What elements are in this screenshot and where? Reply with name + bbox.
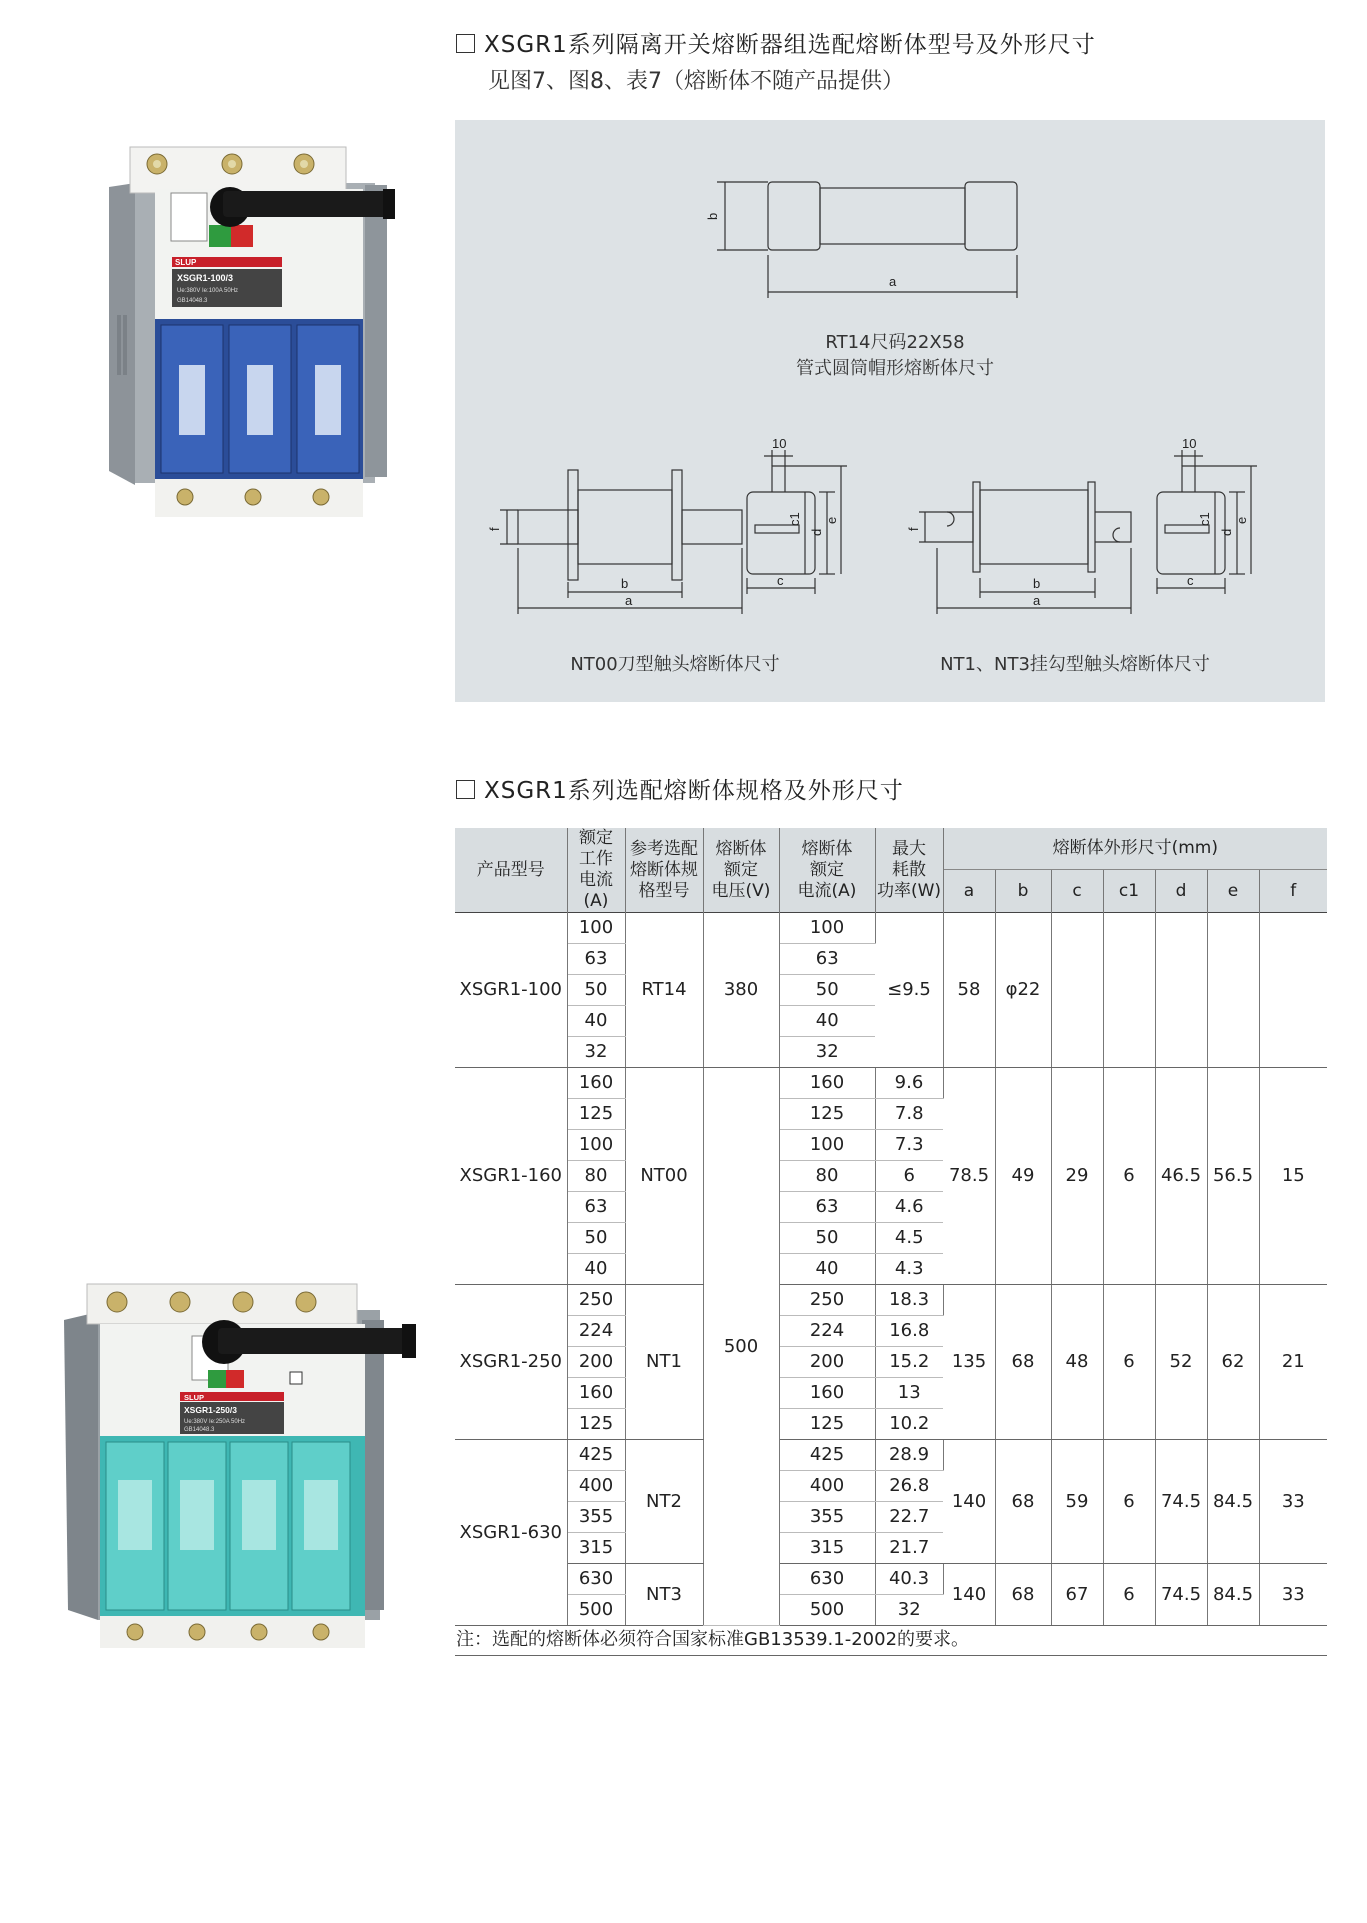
header-dim-a: a bbox=[943, 870, 995, 913]
current-cell: 63 bbox=[567, 1192, 625, 1223]
fuse-current-cell: 40 bbox=[779, 1006, 875, 1037]
fuse-current-cell: 400 bbox=[779, 1471, 875, 1502]
fuse-type-cell: NT1 bbox=[625, 1285, 703, 1440]
current-cell: 125 bbox=[567, 1409, 625, 1440]
header-dims-group: 熔断体外形尺寸(mm) bbox=[943, 828, 1327, 870]
svg-text:SLUP: SLUP bbox=[184, 1393, 205, 1402]
power-cell: 7.3 bbox=[875, 1130, 943, 1161]
power-cell: 22.7 bbox=[875, 1502, 943, 1533]
svg-text:a: a bbox=[889, 274, 897, 289]
fuse-current-cell: 160 bbox=[779, 1068, 875, 1099]
fuse-current-cell: 500 bbox=[779, 1595, 875, 1626]
table-row bbox=[455, 1440, 1327, 1471]
table-note: 注：选配的熔断体必须符合国家标准GB13539.1-2002的要求。 bbox=[456, 1629, 970, 1650]
header-dim-c: c bbox=[1051, 870, 1103, 913]
dim-b-cell: 68 bbox=[995, 1564, 1051, 1626]
model-cell: XSGR1-250 bbox=[455, 1285, 567, 1440]
header-rated-current: 额定 工作 电流(A) bbox=[567, 828, 625, 913]
power-cell: 13 bbox=[875, 1378, 943, 1409]
svg-text:c: c bbox=[1187, 573, 1194, 588]
fuse-current-cell: 40 bbox=[779, 1254, 875, 1285]
dim-c1-cell: 6 bbox=[1103, 1564, 1155, 1626]
dim-b-cell: φ22 bbox=[995, 913, 1051, 1068]
svg-text:e: e bbox=[1234, 516, 1249, 524]
dim-a-cell: 140 bbox=[943, 1564, 995, 1626]
svg-text:b: b bbox=[705, 212, 720, 220]
power-cell: 32 bbox=[875, 1595, 943, 1626]
fuse-current-cell: 250 bbox=[779, 1285, 875, 1316]
power-cell: 4.3 bbox=[875, 1254, 943, 1285]
section1-subtitle: 见图7、图8、表7（熔断体不随产品提供） bbox=[488, 69, 904, 94]
header-fuse-current: 熔断体 额定 电流(A) bbox=[779, 828, 875, 913]
svg-text:GB14048.3: GB14048.3 bbox=[184, 1427, 215, 1433]
power-cell: 18.3 bbox=[875, 1285, 943, 1316]
dim-d-cell bbox=[1155, 913, 1207, 1068]
fuse-current-cell: 630 bbox=[779, 1564, 875, 1595]
power-cell: 10.2 bbox=[875, 1409, 943, 1440]
svg-text:a: a bbox=[625, 593, 633, 608]
svg-text:Ue:380V Ie:100A 50Hz: Ue:380V Ie:100A 50Hz bbox=[177, 288, 239, 294]
power-cell: 28.9 bbox=[875, 1440, 943, 1471]
rt14-caption bbox=[705, 330, 1085, 382]
current-cell: 250 bbox=[567, 1285, 625, 1316]
svg-text:c: c bbox=[777, 573, 784, 588]
header-max-loss: 最大 耗散 功率(W) bbox=[875, 828, 943, 913]
current-cell: 315 bbox=[567, 1533, 625, 1564]
header-dim-b: b bbox=[995, 870, 1051, 913]
model-cell: XSGR1-160 bbox=[455, 1068, 567, 1285]
dim-a-cell: 58 bbox=[943, 913, 995, 1068]
fuse-current-cell: 315 bbox=[779, 1533, 875, 1564]
power-cell: 4.5 bbox=[875, 1223, 943, 1254]
dim-d-cell: 46.5 bbox=[1155, 1068, 1207, 1285]
power-cell: 26.8 bbox=[875, 1471, 943, 1502]
svg-text:SLUP: SLUP bbox=[175, 258, 197, 267]
header-fuse-voltage: 熔断体 额定 电压(V) bbox=[703, 828, 779, 913]
header-dim-f: f bbox=[1259, 870, 1327, 913]
dim-c-cell: 29 bbox=[1051, 1068, 1103, 1285]
section1-title-text: XSGR1系列隔离开关熔断器组选配熔断体型号及外形尺寸 bbox=[484, 32, 1096, 58]
power-cell: 40.3 bbox=[875, 1564, 943, 1595]
header-model: 产品型号 bbox=[455, 828, 567, 913]
fuse-current-cell: 50 bbox=[779, 975, 875, 1006]
svg-text:GB14048.3: GB14048.3 bbox=[177, 298, 208, 304]
header-ref-fuse: 参考选配 熔断体规 格型号 bbox=[625, 828, 703, 913]
current-cell: 160 bbox=[567, 1068, 625, 1099]
dim-f-cell: 15 bbox=[1259, 1068, 1327, 1285]
power-cell: 15.2 bbox=[875, 1347, 943, 1378]
svg-text:c1: c1 bbox=[1197, 512, 1212, 526]
current-cell: 32 bbox=[567, 1037, 625, 1068]
dim-a-cell: 78.5 bbox=[943, 1068, 995, 1285]
current-cell: 125 bbox=[567, 1099, 625, 1130]
power-cell: 9.6 bbox=[875, 1068, 943, 1099]
fuse-type-cell: RT14 bbox=[625, 913, 703, 1068]
fuse-current-cell: 425 bbox=[779, 1440, 875, 1471]
dim-b-cell: 68 bbox=[995, 1285, 1051, 1440]
svg-text:d: d bbox=[809, 528, 824, 536]
power-cell: 4.6 bbox=[875, 1192, 943, 1223]
fuse-type-cell: NT2 bbox=[625, 1440, 703, 1564]
fuse-current-cell: 355 bbox=[779, 1502, 875, 1533]
fuse-spec-table bbox=[455, 828, 1327, 1626]
checkbox-square-icon bbox=[456, 34, 475, 53]
current-cell: 40 bbox=[567, 1006, 625, 1037]
current-cell: 630 bbox=[567, 1564, 625, 1595]
dim-a-cell: 140 bbox=[943, 1440, 995, 1564]
dimension-drawings bbox=[455, 120, 1325, 702]
dim-a-cell: 135 bbox=[943, 1285, 995, 1440]
svg-text:f: f bbox=[487, 527, 502, 531]
svg-text:e: e bbox=[824, 516, 839, 524]
dim-d-cell: 74.5 bbox=[1155, 1564, 1207, 1626]
rt14-caption-line1: RT14尺码22X58 bbox=[825, 332, 965, 353]
current-cell: 500 bbox=[567, 1595, 625, 1626]
dim-f-cell bbox=[1259, 913, 1327, 1068]
fuse-current-cell: 224 bbox=[779, 1316, 875, 1347]
rt14-caption-line2: 管式圆筒帽形熔断体尺寸 bbox=[796, 358, 994, 379]
model-cell: XSGR1-100 bbox=[455, 913, 567, 1068]
table-row bbox=[455, 1068, 1327, 1099]
fuse-current-cell: 125 bbox=[779, 1099, 875, 1130]
fuse-current-cell: 50 bbox=[779, 1223, 875, 1254]
fuse-current-cell: 63 bbox=[779, 944, 875, 975]
svg-text:c1: c1 bbox=[787, 512, 802, 526]
fuse-current-cell: 80 bbox=[779, 1161, 875, 1192]
dim-e-cell: 56.5 bbox=[1207, 1068, 1259, 1285]
dim-f-cell: 33 bbox=[1259, 1440, 1327, 1564]
current-cell: 425 bbox=[567, 1440, 625, 1471]
section2-title-text: XSGR1系列选配熔断体规格及外形尺寸 bbox=[484, 778, 904, 804]
dim-d-cell: 74.5 bbox=[1155, 1440, 1207, 1564]
current-cell: 100 bbox=[567, 1130, 625, 1161]
dim-e-cell: 84.5 bbox=[1207, 1440, 1259, 1564]
current-cell: 40 bbox=[567, 1254, 625, 1285]
svg-text:d: d bbox=[1219, 528, 1234, 536]
power-cell: 16.8 bbox=[875, 1316, 943, 1347]
dim-b-cell: 49 bbox=[995, 1068, 1051, 1285]
svg-text:f: f bbox=[906, 527, 921, 531]
header-dim-d: d bbox=[1155, 870, 1207, 913]
dim-c1-cell: 6 bbox=[1103, 1440, 1155, 1564]
current-cell: 400 bbox=[567, 1471, 625, 1502]
current-cell: 200 bbox=[567, 1347, 625, 1378]
section1-title bbox=[456, 26, 1096, 59]
nt00-caption: NT00刀型触头熔断体尺寸 bbox=[570, 654, 780, 675]
svg-text:10: 10 bbox=[1182, 436, 1197, 451]
dim-c-cell: 48 bbox=[1051, 1285, 1103, 1440]
current-cell: 50 bbox=[567, 1223, 625, 1254]
section2-title bbox=[456, 772, 904, 805]
product-photo-xsgr1-100 bbox=[105, 145, 395, 525]
dim-c-cell: 67 bbox=[1051, 1564, 1103, 1626]
nt13-caption: NT1、NT3挂勾型触头熔断体尺寸 bbox=[940, 654, 1210, 675]
fuse-current-cell: 160 bbox=[779, 1378, 875, 1409]
power-cell: 21.7 bbox=[875, 1533, 943, 1564]
fuse-type-cell: NT3 bbox=[625, 1564, 703, 1626]
current-cell: 80 bbox=[567, 1161, 625, 1192]
fuse-type-cell: NT00 bbox=[625, 1068, 703, 1285]
model-cell: XSGR1-630 bbox=[455, 1440, 567, 1626]
svg-text:Ue:380V Ie:250A 50Hz: Ue:380V Ie:250A 50Hz bbox=[184, 1419, 246, 1425]
power-cell: ≤9.5 bbox=[875, 913, 943, 1068]
header-dim-c1: c1 bbox=[1103, 870, 1155, 913]
dim-c1-cell: 6 bbox=[1103, 1285, 1155, 1440]
fuse-current-cell: 100 bbox=[779, 1130, 875, 1161]
header-dim-e: e bbox=[1207, 870, 1259, 913]
power-cell: 7.8 bbox=[875, 1099, 943, 1130]
product-photo-xsgr1-250 bbox=[62, 1280, 417, 1655]
table-row bbox=[455, 1285, 1327, 1316]
fuse-current-cell: 63 bbox=[779, 1192, 875, 1223]
svg-text:a: a bbox=[1033, 593, 1041, 608]
voltage-cell: 380 bbox=[703, 913, 779, 1068]
fuse-current-cell: 32 bbox=[779, 1037, 875, 1068]
power-cell: 6 bbox=[875, 1161, 943, 1192]
dim-e-cell: 84.5 bbox=[1207, 1564, 1259, 1626]
fuse-current-cell: 200 bbox=[779, 1347, 875, 1378]
dim-f-cell: 33 bbox=[1259, 1564, 1327, 1626]
current-cell: 50 bbox=[567, 975, 625, 1006]
dim-c1-cell: 6 bbox=[1103, 1068, 1155, 1285]
fuse-current-cell: 125 bbox=[779, 1409, 875, 1440]
voltage-cell: 500 bbox=[703, 1068, 779, 1626]
fuse-current-cell: 100 bbox=[779, 913, 875, 944]
current-cell: 224 bbox=[567, 1316, 625, 1347]
dim-c1-cell bbox=[1103, 913, 1155, 1068]
dim-b-cell: 68 bbox=[995, 1440, 1051, 1564]
dim-e-cell: 62 bbox=[1207, 1285, 1259, 1440]
dim-e-cell bbox=[1207, 913, 1259, 1068]
svg-text:XSGR1-250/3: XSGR1-250/3 bbox=[184, 1405, 237, 1415]
current-cell: 160 bbox=[567, 1378, 625, 1409]
svg-text:b: b bbox=[1033, 576, 1041, 591]
svg-text:10: 10 bbox=[772, 436, 787, 451]
dim-f-cell: 21 bbox=[1259, 1285, 1327, 1440]
current-cell: 100 bbox=[567, 913, 625, 944]
svg-text:b: b bbox=[621, 576, 629, 591]
fuse-dimension-diagrams bbox=[455, 120, 1325, 702]
dim-d-cell: 52 bbox=[1155, 1285, 1207, 1440]
svg-text:XSGR1-100/3: XSGR1-100/3 bbox=[177, 273, 234, 283]
current-cell: 355 bbox=[567, 1502, 625, 1533]
checkbox-square-icon bbox=[456, 780, 475, 799]
dim-c-cell: 59 bbox=[1051, 1440, 1103, 1564]
table-row bbox=[455, 1564, 1327, 1595]
table-row bbox=[455, 913, 1327, 944]
current-cell: 63 bbox=[567, 944, 625, 975]
dim-c-cell bbox=[1051, 913, 1103, 1068]
note-bottom-rule bbox=[455, 1655, 1327, 1656]
